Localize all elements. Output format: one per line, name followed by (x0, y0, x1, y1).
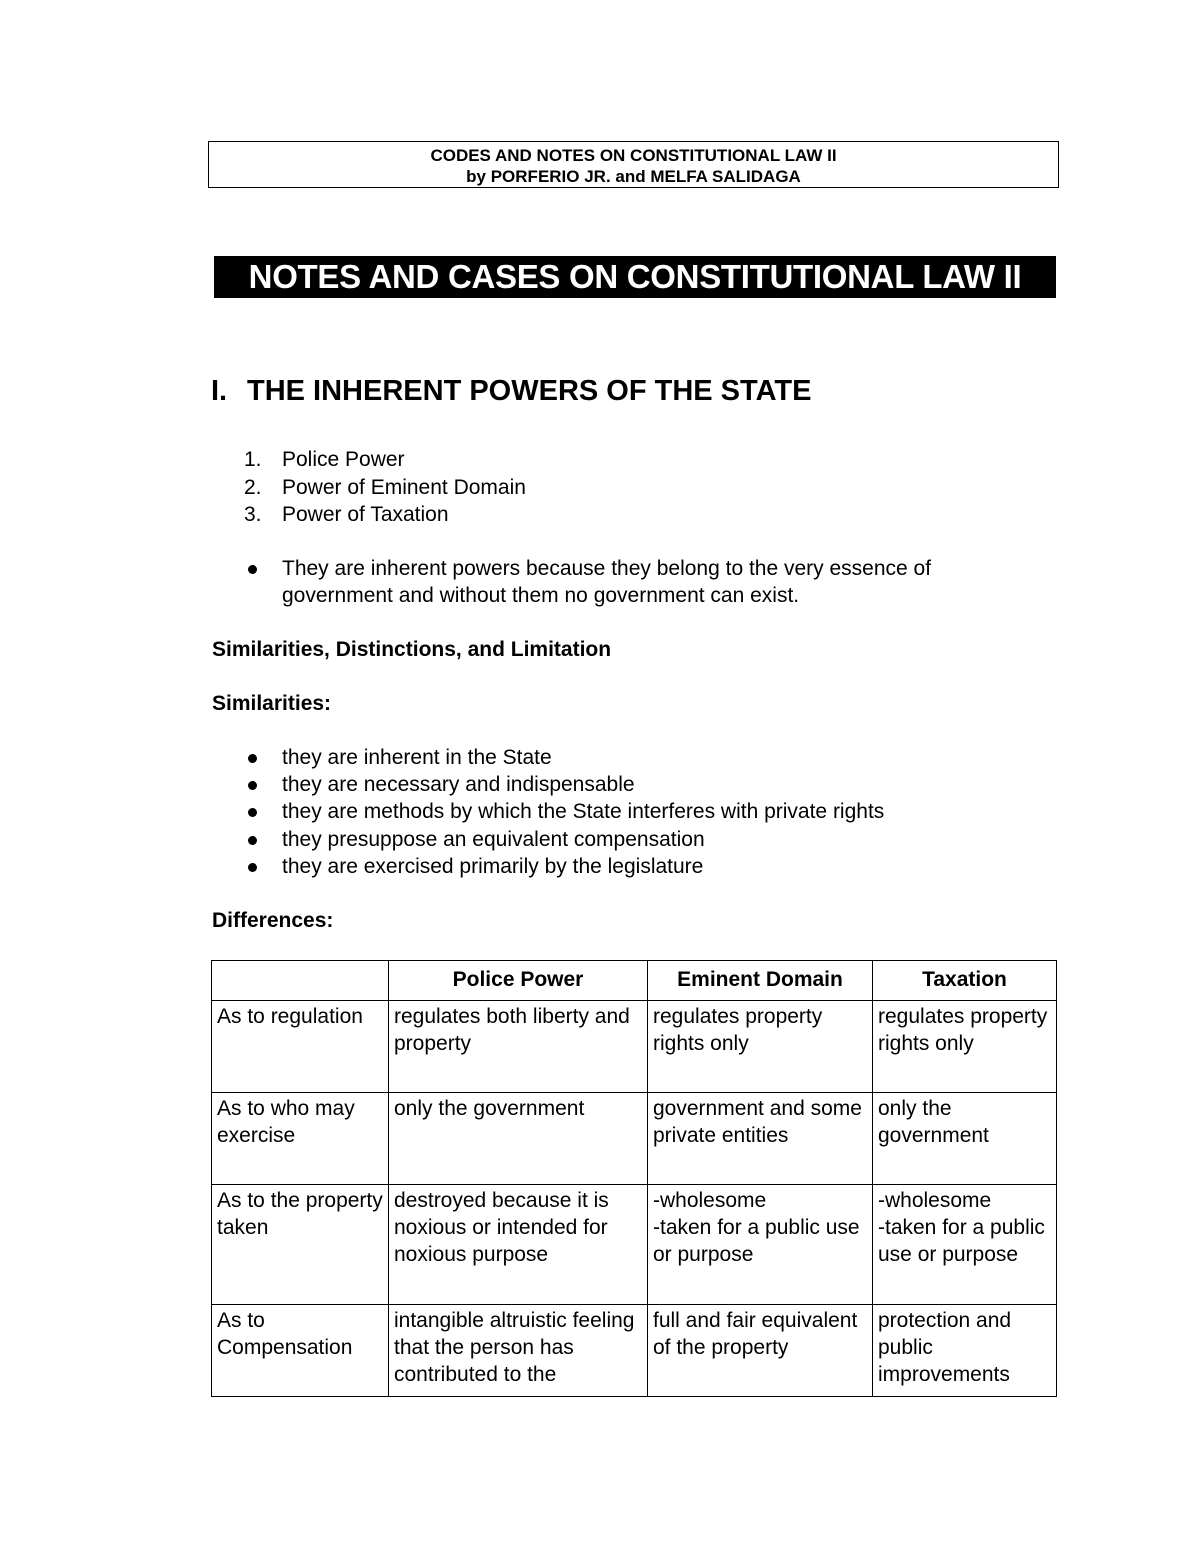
table-cell: government and some private entities (648, 1093, 873, 1185)
list-item-text: they are exercised primarily by the legislature (282, 854, 704, 878)
bullet-icon (248, 808, 257, 817)
section-title: THE INHERENT POWERS OF THE STATE (247, 375, 812, 407)
header-authors: by PORFERIO JR. and MELFA SALIDAGA (466, 167, 801, 186)
table-cell: As to Compensation (212, 1305, 389, 1397)
page-title-banner: NOTES AND CASES ON CONSTITUTIONAL LAW II (214, 256, 1056, 298)
table-cell: regulates property rights only (873, 1001, 1057, 1093)
document-header-box (208, 141, 1059, 188)
table-cell: regulates both liberty and property (389, 1001, 648, 1093)
list-item (244, 853, 1024, 880)
table-cell: As to who may exercise (212, 1093, 389, 1185)
list-item (244, 474, 526, 502)
differences-table (211, 960, 1057, 1397)
list-number: 3. (244, 503, 262, 526)
list-item-text: they presuppose an equivalent compensation (282, 827, 705, 851)
list-item (244, 826, 1024, 853)
header-title: CODES AND NOTES ON CONSTITUTIONAL LAW II (430, 146, 837, 165)
table-row (212, 1305, 1057, 1397)
table-row (212, 1185, 1057, 1305)
list-item (244, 446, 526, 474)
similarities-list (244, 744, 1024, 880)
table-cell: destroyed because it is noxious or intended for noxious purpose (389, 1185, 648, 1305)
differences-label: Differences: (212, 909, 334, 932)
list-item (244, 744, 1024, 771)
table-cell: As to the property taken (212, 1185, 389, 1305)
list-item (244, 555, 1024, 609)
inherent-note-list (244, 555, 1024, 609)
list-item-text: they are inherent in the State (282, 746, 552, 769)
bullet-icon (248, 565, 257, 574)
table-cell: -wholesome -taken for a public use or purpose (873, 1185, 1057, 1305)
table-header-row (212, 961, 1057, 1001)
section-heading (211, 374, 811, 408)
table-cell: regulates property rights only (648, 1001, 873, 1093)
subheading-similarities-distinctions: Similarities, Distinctions, and Limitation (212, 638, 612, 661)
list-number: 1. (244, 448, 262, 471)
bullet-icon (248, 754, 257, 763)
table-cell: As to regulation (212, 1001, 389, 1093)
bullet-icon (248, 836, 257, 845)
list-item (244, 771, 1024, 798)
bullet-icon (248, 781, 257, 790)
list-item (244, 798, 1024, 825)
list-item (244, 501, 526, 529)
table-cell: protection and public improvements (873, 1305, 1057, 1397)
table-cell: only the government (873, 1093, 1057, 1185)
table-cell: -wholesome -taken for a public use or purpose (648, 1185, 873, 1305)
table-cell: full and fair equivalent of the property (648, 1305, 873, 1397)
column-header (212, 961, 389, 1001)
column-header: Eminent Domain (648, 961, 873, 1001)
section-number: I. (211, 375, 228, 407)
list-item-label: Power of Eminent Domain (282, 475, 526, 499)
table-row (212, 1001, 1057, 1093)
bullet-icon (248, 863, 257, 872)
list-item-label: Police Power (282, 448, 405, 471)
table-cell: only the government (389, 1093, 648, 1185)
column-header: Police Power (389, 961, 648, 1001)
list-item-text: They are inherent powers because they belong to the very essence of government and without them no government can exist. (282, 557, 932, 608)
list-item-label: Power of Taxation (282, 503, 449, 526)
column-header: Taxation (873, 961, 1057, 1001)
table-row (212, 1093, 1057, 1185)
table-cell: intangible altruistic feeling that the person has contributed to the (389, 1305, 648, 1397)
list-item-text: they are necessary and indispensable (282, 773, 635, 797)
list-item-text: they are methods by which the State interferes with private rights (282, 800, 885, 824)
list-number: 2. (244, 475, 262, 499)
powers-list (244, 446, 526, 529)
similarities-label: Similarities: (212, 692, 332, 715)
